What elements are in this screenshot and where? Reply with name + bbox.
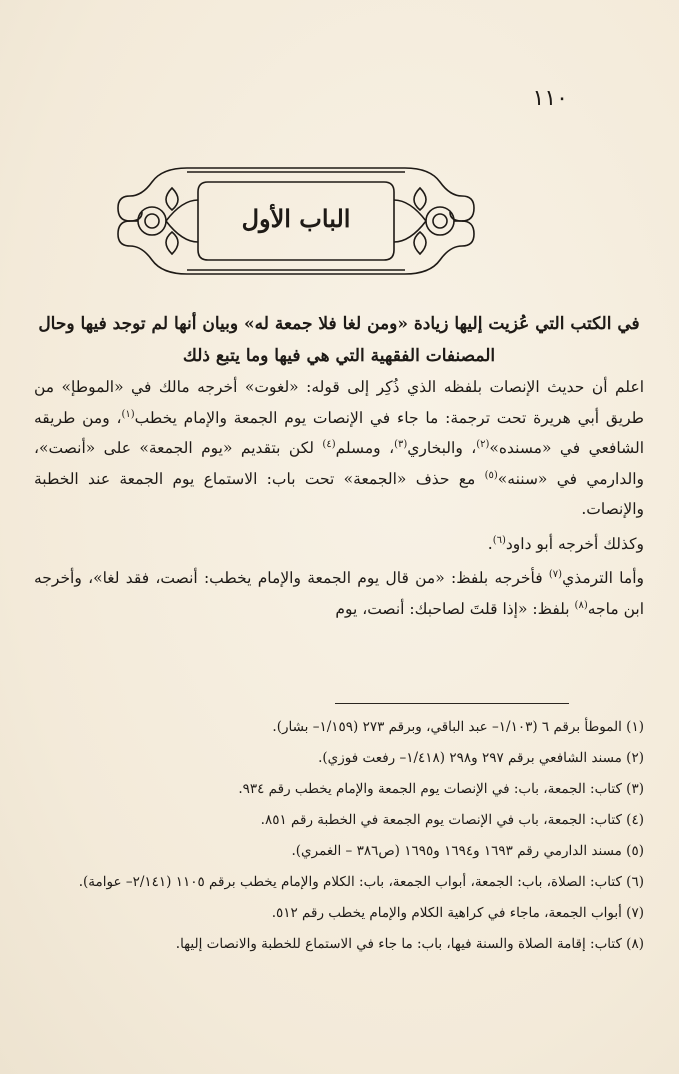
main-text [34,372,644,624]
paragraph: اعلم أن حديث الإنصات بلفظه الذي ذُكِر إلى قوله: «لغوت» أخرجه مالك في «الموطإ» من طريق أبي هريرة تحت ترجمة: ما جاء في الإنصات يوم الجمعة والإمام يخطب$^{(١)}$، ومن طريقه الشافعي في «مسنده»$^{(٢)}$، والبخاري$^{(٣)}$، ومسلم$^{(٤)}$ لكن بتقديم «يوم الجمعة» على «أنصت»، والدارمي في «سننه»$^{(٥)}$ مع حذف «الجمعة» تحت باب: الاستماع يوم الجمعة عند الخطبة والإنصات. [34,378,645,518]
footnote-ref[interactable]: (٢) [476,438,490,450]
footnote-ref[interactable]: (٨) [574,599,588,611]
footnote-ref[interactable]: (٣) [394,438,408,450]
footnote: (٦) كتاب: الصلاة، باب: الجمعة، أبواب الجمعة، باب: الكلام والإمام يخطب برقم ١١٠٥ (٢/١٤١– عوامة). [78,874,644,890]
footnote: (٥) مسند الدارمي رقم ١٦٩٣ و١٦٩٤ و١٦٩٥ (ص٣٨٦ – الغمري). [291,843,644,859]
footnotes [34,712,644,960]
footnote: (٤) كتاب: الجمعة، باب في الإنصات يوم الجمعة في الخطبة رقم ٨٥١. [260,812,644,828]
paragraph: وكذلك أخرجه أبو داود$^{(٦)}$. [487,534,644,553]
footnote: (٧) أبواب الجمعة، ماجاء في كراهية الكلام والإمام يخطب رقم ٥١٢. [271,905,644,921]
footnote: (٨) كتاب: إقامة الصلاة والسنة فيها، باب: ما جاء في الاستماع للخطبة والانصات إليها. [175,936,644,952]
footnote: (٣) كتاب: الجمعة، باب: في الإنصات يوم الجمعة والإمام يخطب رقم ٩٣٤. [238,781,644,797]
footnote-ref[interactable]: (٥) [484,469,498,481]
chapter-subtitle: في الكتب التي عُزيت إليها زيادة «ومن لغا فلا جمعة له» وبيان أنها لم توجد فيها وحال المصنفات الفقهية التي هي فيها وما يتبع ذلك [38,314,640,366]
page-number: ١١٠ [532,86,568,111]
paragraph: وأما الترمذي$^{(٧)}$ فأخرجه بلفظ: «من قال يوم الجمعة والإمام يخطب: أنصت، فقد لغا»، وأخرجه ابن ماجه$^{(٨)}$ بلفظ: «إذا قلتَ لصاحبك: أنصت، يوم [34,568,644,618]
chapter-ornament-frame [112,160,480,282]
footnote-ref[interactable]: (٤) [322,438,336,450]
footnote: (١) الموطأ برقم ٦ (١/١٠٣– عبد الباقي، وبرقم ٢٧٣ (١/١٥٩– بشار). [272,719,644,735]
chapter-title: الباب الأول [241,204,351,233]
footnote: (٢) مسند الشافعي برقم ٢٩٧ و٢٩٨ (١/٤١٨– رفعت فوزي). [318,750,644,766]
footnote-divider [335,703,569,704]
footnote-ref[interactable]: (٧) [548,568,563,580]
footnote-ref[interactable]: (١) [121,408,135,420]
footnote-ref[interactable]: (٦) [492,534,506,546]
